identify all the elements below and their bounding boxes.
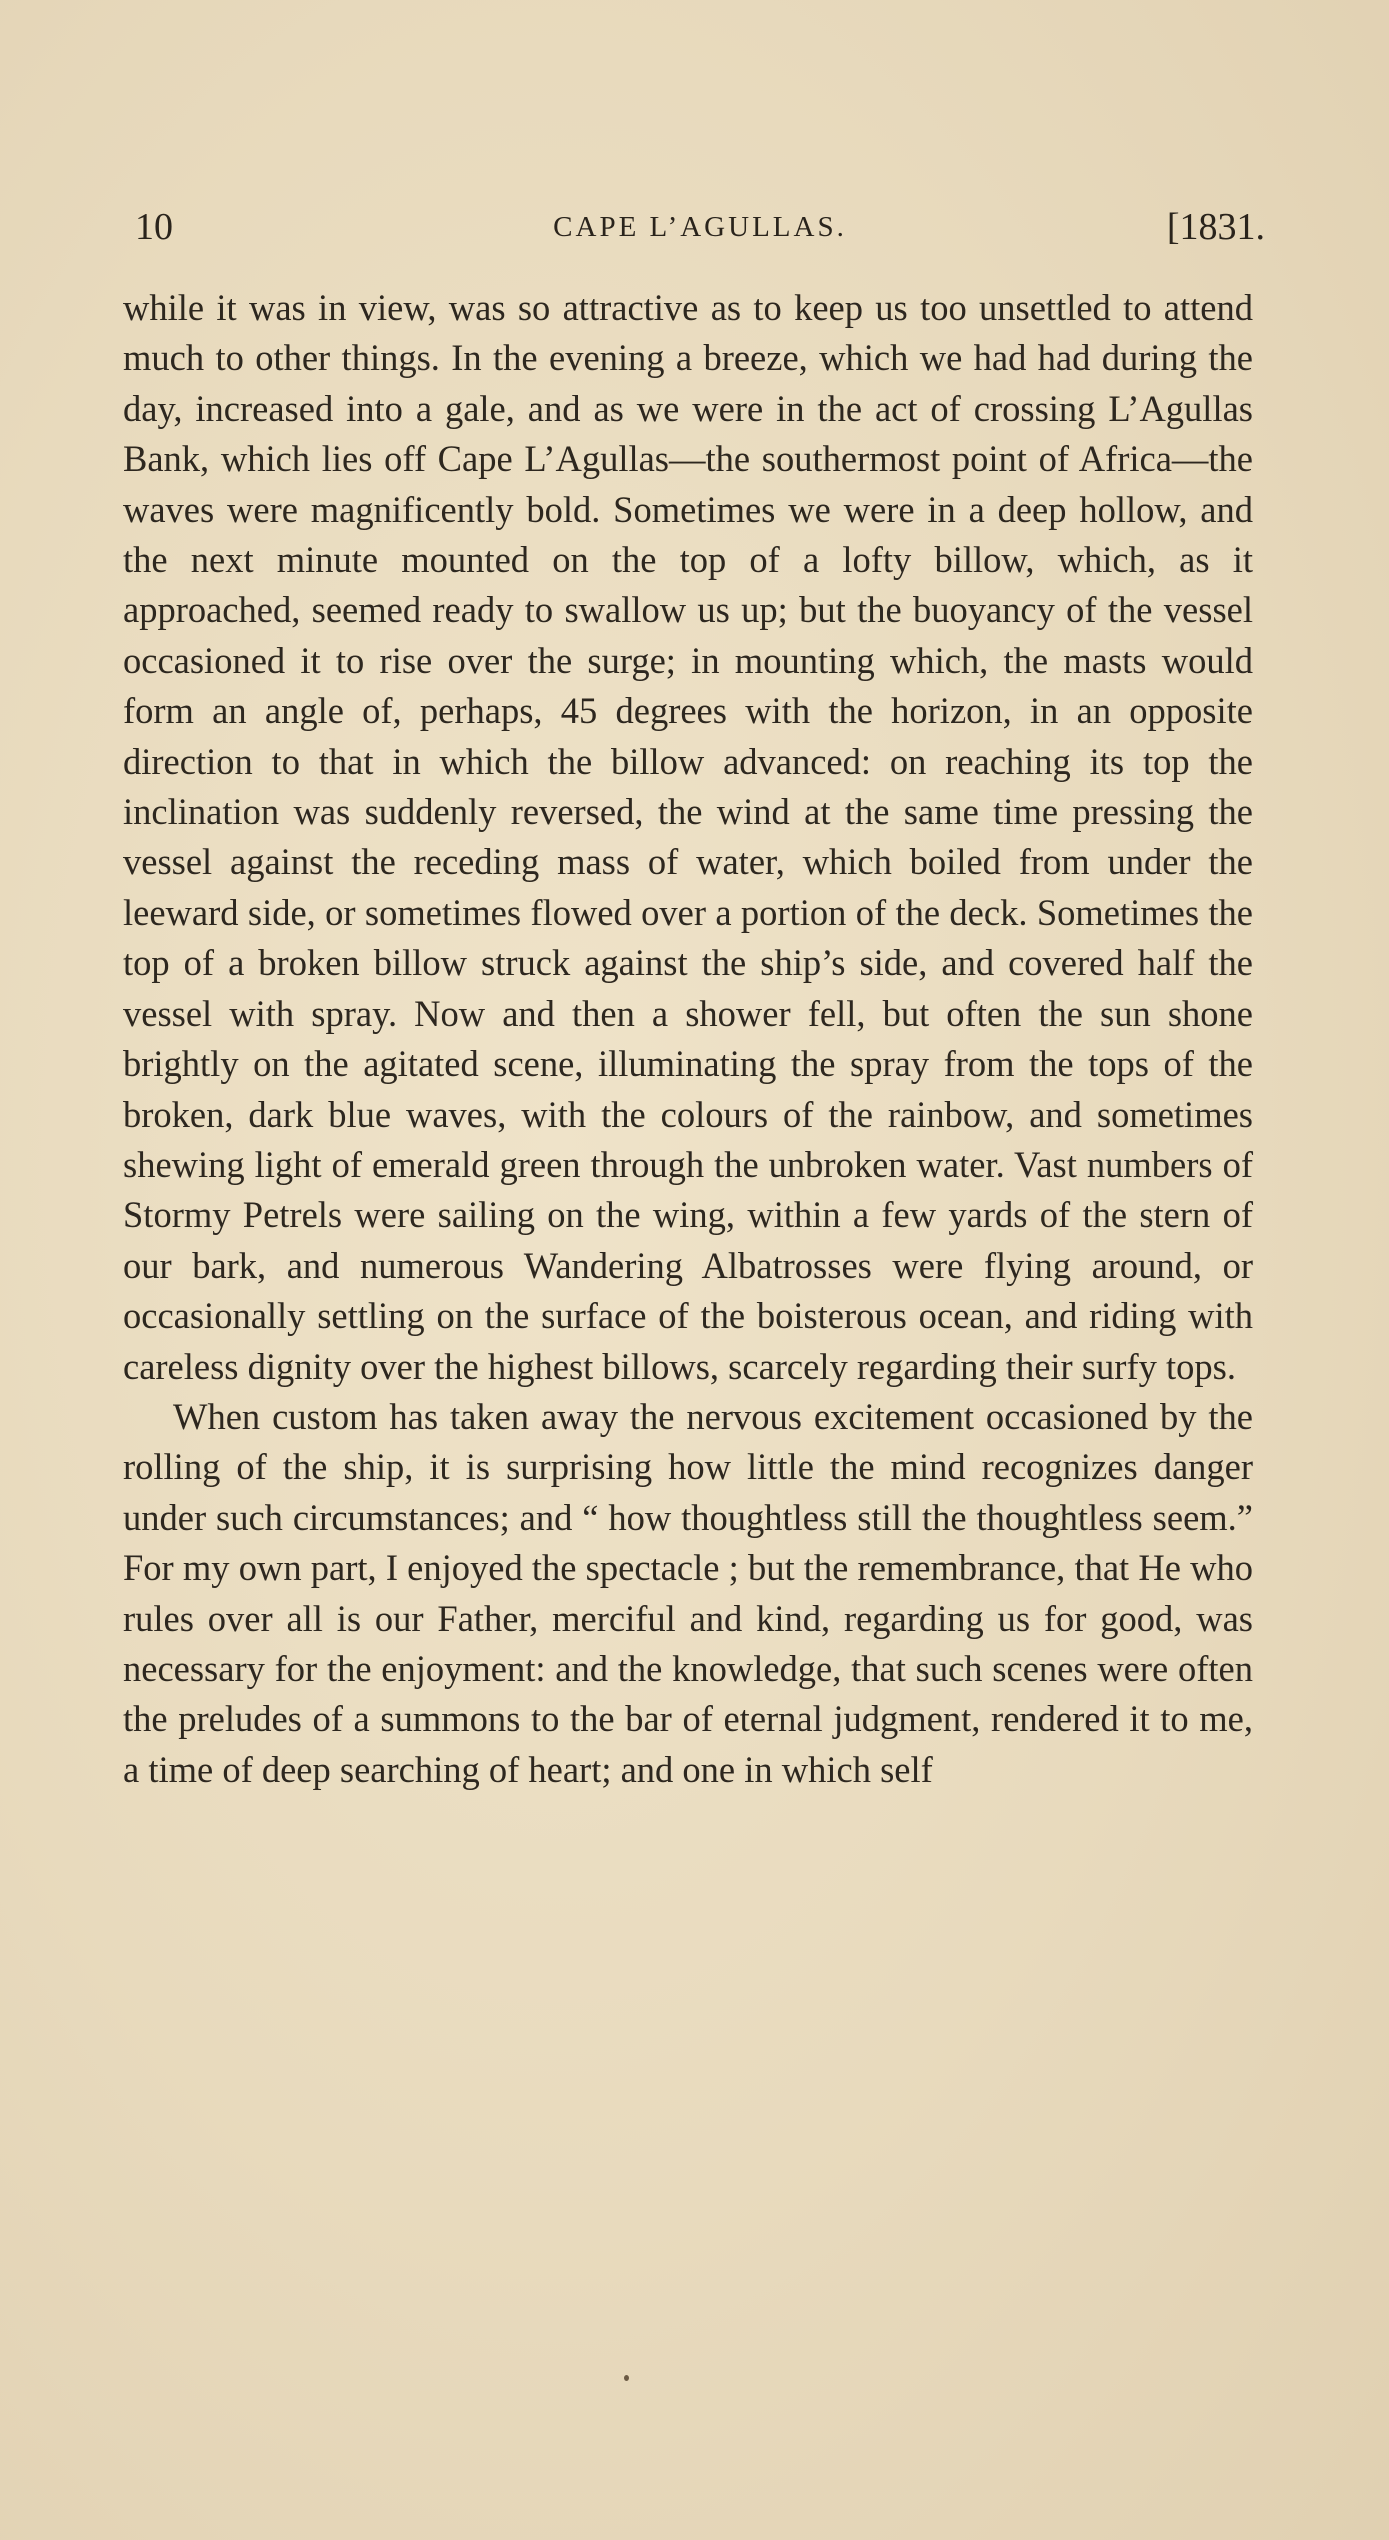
paragraph-1: while it was in view, was so attractive as to keep us too unsettled to attend much to other things. In the evening a breeze, which we had had during the day, increased into a gale, and as we were in the act of crossing L’Agullas Bank, which lies off Cape L’Agullas—the southermost point of Africa—the waves were magnificently bold. Sometimes we were in a deep hollow, and the next minute mounted on the top of a lofty billow, which, as it approached, seemed ready to swallow us up; but the buoyancy of the vessel occasioned it to rise over the surge; in mounting which, the masts would form an angle of, perhaps, 45 degrees with the horizon, in an opposite direction to that in which the billow advanced: on reaching its top the inclination was suddenly reversed, the wind at the same time pressing the vessel against the receding mass of water, which boiled from under the leeward side, or sometimes flowed over a portion of the deck. Sometimes the top of a broken billow struck against the ship’s side, and covered half the vessel with spray. Now and then a shower fell, but often the sun shone brightly on the agitated scene, illuminating the spray from the tops of the broken, dark blue waves, with the colours of the rainbow, and sometimes shewing light of emerald green through the unbroken water. Vast numbers of Stormy Petrels were sailing on the wing, within a few yards of the stern of our bark, and numerous Wandering Albatrosses were flying around, or occasionally settling on the surface of the boisterous ocean, and riding with careless dignity over the highest billows, scarcely regarding their surfy tops. <box>123 287 1253 1387</box>
page-header <box>135 205 1265 255</box>
paper-speck <box>624 2375 629 2381</box>
paragraph-2: When custom has taken away the nervous excitement occasioned by the rolling of the ship, it is surprising how little the mind recognizes danger under such circumstances; and “ how thoughtless still the thoughtless seem.” For my own part, I enjoyed the spectacle ; but the remembrance, that He who rules over all is our Father, merciful and kind, regarding us for good, was necessary for the enjoyment: and the knowledge, that such scenes were often the preludes of a summons to the bar of eternal judgment, rendered it to me, a time of deep searching of heart; and one in which self <box>123 1395 1253 1790</box>
running-title: CAPE L’AGULLAS. <box>553 211 847 243</box>
year-marker: [1831. <box>1166 206 1265 248</box>
body-text <box>123 283 1253 1795</box>
page-number: 10 <box>135 206 173 248</box>
